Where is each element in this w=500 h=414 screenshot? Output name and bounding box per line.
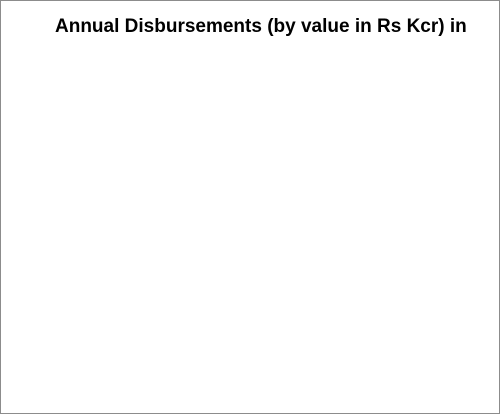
plot-area: [21, 51, 481, 395]
chart-title: Annual Disbursements (by value in Rs Kcr) in: [55, 16, 467, 37]
